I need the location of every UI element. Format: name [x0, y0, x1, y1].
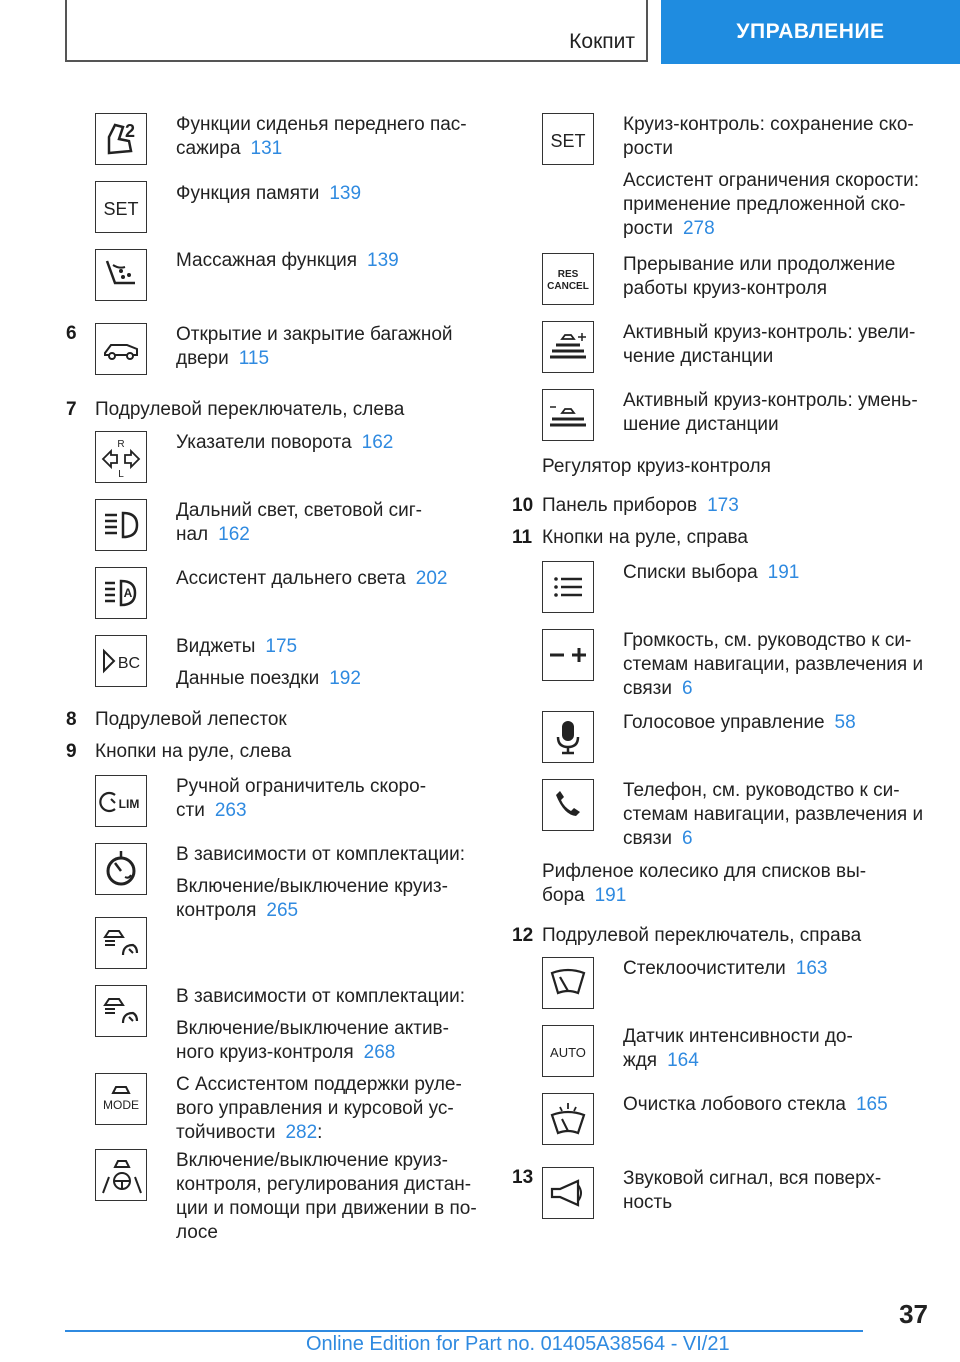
entry-voice	[542, 711, 856, 763]
entry-lists	[542, 561, 799, 613]
entry-wipers	[542, 957, 827, 1009]
entry-label: Активный круиз-контроль: увели-	[623, 322, 916, 343]
entry-label: ность	[623, 1192, 673, 1213]
page-ref-link[interactable]: 268	[363, 1042, 396, 1063]
page-ref-link[interactable]: 202	[415, 568, 448, 589]
entry-memory	[95, 181, 361, 233]
page-ref-link[interactable]: 175	[265, 636, 298, 657]
svg-text:MODE: MODE	[103, 1098, 139, 1112]
high-beam-icon	[95, 499, 147, 551]
phone-icon	[542, 779, 594, 831]
entry-label: ции и помощи при движении в по-	[176, 1198, 477, 1219]
entry-lane-assist	[95, 1149, 477, 1245]
entry-label: Круиз-контроль: сохранение ско-	[623, 114, 914, 135]
entry-label: Данные поездки	[176, 668, 320, 689]
entry-distance-plus	[542, 321, 915, 373]
entry-turn-signals	[95, 431, 393, 483]
entry-label: Функция памяти	[176, 183, 320, 204]
entry-volume	[542, 629, 923, 701]
distance-decrease-icon	[542, 389, 594, 441]
entry-label: Включение/выключение круиз-	[176, 1150, 448, 1171]
entry-high-beam	[95, 499, 422, 551]
svg-text:CANCEL: CANCEL	[547, 281, 589, 292]
page-ref-link[interactable]: 263	[214, 800, 247, 821]
page-number: 37	[899, 1299, 928, 1329]
item-number: 8	[66, 709, 77, 730]
page-ref-link[interactable]: 162	[361, 432, 394, 453]
svg-text:SET: SET	[103, 199, 139, 219]
item-heading: Кнопки на руле, справа	[542, 527, 748, 548]
high-beam-assist-icon	[95, 567, 147, 619]
entry-label: Функции сиденья переднего пас-	[176, 114, 467, 135]
massage-seat-icon	[95, 249, 147, 301]
horn-icon	[542, 1167, 594, 1219]
svg-text:AUTO: AUTO	[550, 1045, 586, 1060]
entry-speed-save	[542, 113, 919, 249]
item-heading: Подрулевой переключатель, справа	[542, 925, 862, 946]
entry-label: нал	[176, 524, 209, 545]
entry-label: Стеклоочистители	[623, 958, 786, 979]
entry-washer	[542, 1093, 888, 1145]
svg-text:BC: BC	[117, 655, 141, 672]
svg-text:RES: RES	[557, 269, 579, 280]
entry-label: В зависимости от комплектации:	[176, 844, 465, 865]
svg-text:SET: SET	[550, 131, 586, 151]
bc-button-icon	[95, 635, 147, 687]
entry-label: Громкость, см. руководство к си-	[623, 630, 912, 651]
entry-label: рости	[623, 218, 673, 239]
page-ref-link[interactable]: 191	[767, 562, 800, 583]
entry-label: двери	[176, 348, 229, 369]
entry-label: Виджеты	[176, 636, 256, 657]
entry-label: Голосовое управление	[623, 712, 825, 733]
item-heading: Подрулевой переключатель, слева	[95, 399, 405, 420]
page-ref-link[interactable]: 6	[682, 678, 693, 699]
entry-res-cancel	[542, 253, 895, 305]
entry-label: стемам навигации, развлечения и	[623, 654, 924, 675]
page-ref-link[interactable]: 139	[367, 250, 399, 271]
distance-increase-icon	[542, 321, 594, 373]
entry-active-cruise	[95, 985, 465, 1073]
entry-label: Панель приборов	[542, 495, 698, 516]
section-title: Кокпит	[569, 30, 635, 53]
entry-distance-minus	[542, 389, 918, 441]
page-ref-link[interactable]: 173	[707, 495, 739, 516]
item-number: 7	[66, 399, 77, 420]
entry-phone	[542, 779, 923, 851]
item-number: 6	[66, 323, 77, 344]
windshield-washer-icon	[542, 1093, 594, 1145]
entry-label: Очистка лобового стекла	[623, 1094, 846, 1115]
entry-label: Массажная функция	[176, 250, 358, 271]
page-ref-link[interactable]: 278	[682, 218, 715, 239]
entry-label: Открытие и закрытие багажной	[176, 324, 453, 345]
entry-mode	[95, 1073, 462, 1145]
svg-text:2: 2	[125, 121, 136, 141]
entry-label: сти	[176, 800, 205, 821]
page-ref-link[interactable]: 162	[218, 524, 250, 545]
entry-label: Включение/выключение круиз-	[176, 876, 448, 897]
microphone-icon	[542, 711, 594, 763]
entry-cruise-toggle	[95, 843, 465, 931]
entry-label: Ассистент ограничения скорости:	[623, 170, 920, 191]
tailgate-car-icon	[95, 323, 147, 375]
page-ref-link[interactable]: 282	[285, 1122, 318, 1143]
entry-widgets	[95, 635, 361, 699]
speed-limiter-icon	[95, 775, 147, 827]
entry-rain-sensor	[542, 1025, 853, 1077]
entry-speed-limiter	[95, 775, 426, 827]
svg-text:LIM: LIM	[118, 797, 140, 811]
entry-label: работы круиз-контроля	[623, 278, 827, 299]
entry-label: Прерывание или продолжение	[623, 254, 896, 275]
page-ref-link[interactable]: 139	[329, 183, 362, 204]
res-cancel-icon	[542, 253, 594, 305]
entry-horn	[542, 1167, 881, 1219]
page-ref-link[interactable]: 192	[329, 668, 361, 689]
page-ref-link[interactable]: 191	[594, 885, 627, 906]
list-icon	[542, 561, 594, 613]
chapter-tab[interactable]: УПРАВЛЕНИЕ	[661, 0, 960, 64]
page-ref-link[interactable]: 165	[855, 1094, 888, 1115]
entry-label: Рифленое колесико для списков вы-	[542, 861, 867, 882]
entry-label: Датчик интенсивности до-	[623, 1026, 853, 1047]
page-ref-link[interactable]: 58	[834, 712, 856, 733]
entry-label: ного круиз-контроля	[176, 1042, 354, 1063]
edition-footer: Online Edition for Part no. 01405A38564 - VI/21	[306, 1333, 730, 1355]
item-number: 9	[66, 741, 77, 762]
entry-passenger-seat	[95, 113, 467, 165]
entry-label: Дальний свет, световой сиг-	[176, 500, 422, 521]
auto-button-icon	[542, 1025, 594, 1077]
entry-label: Ассистент дальнего света	[176, 568, 406, 589]
entry-label: бора	[542, 885, 585, 906]
entry-label: В зависимости от комплектации:	[176, 986, 465, 1007]
page-ref-link[interactable]: 6	[682, 828, 693, 849]
item-number: 12	[512, 925, 534, 946]
svg-text:R: R	[117, 439, 125, 450]
active-cruise-icon	[95, 985, 147, 1037]
item-number: 13	[512, 1167, 534, 1188]
item-heading: Подрулевой лепесток	[95, 709, 287, 730]
turn-signal-icon	[95, 431, 147, 483]
entry-label: Телефон, см. руководство к си-	[623, 780, 900, 801]
entry-label: контроля	[176, 900, 257, 921]
entry-label: применение предложенной ско-	[623, 194, 906, 215]
wiper-icon	[542, 957, 594, 1009]
entry-label: тойчивости	[176, 1122, 276, 1143]
item-heading	[542, 495, 739, 517]
entry-label: вого управления и курсовой ус-	[176, 1098, 454, 1119]
entry-massage	[95, 249, 399, 301]
item-number: 10	[512, 495, 534, 516]
entry-label: С Ассистентом поддержки руле-	[176, 1074, 462, 1095]
item-number: 11	[512, 527, 533, 548]
cruise-distance-icon	[95, 917, 147, 969]
cruise-regulator-label: Регулятор круиз-контроля	[542, 456, 771, 477]
entry-tailgate	[95, 323, 453, 375]
cruise-control-icon	[95, 843, 147, 895]
entry-high-beam-assist	[95, 567, 447, 619]
page-ref-link[interactable]: 265	[266, 900, 299, 921]
thumbwheel-label	[542, 860, 866, 908]
header-frame	[65, 0, 648, 62]
svg-text:A: A	[123, 586, 133, 600]
entry-label: Активный круиз-контроль: умень-	[623, 390, 918, 411]
entry-label: Списки выбора	[623, 562, 758, 583]
entry-label: лосе	[176, 1222, 218, 1243]
entry-label: Звуковой сигнал, вся поверх-	[623, 1168, 882, 1189]
entry-label: Указатели поворота	[176, 432, 352, 453]
entry-label: :	[317, 1122, 323, 1143]
page-ref-link[interactable]: 163	[795, 958, 828, 979]
footer-divider	[65, 1330, 863, 1332]
svg-text:L: L	[118, 469, 124, 479]
entry-label: ждя	[623, 1050, 658, 1071]
entry-label: Включение/выключение актив-	[176, 1018, 449, 1039]
entry-label: стемам навигации, развлечения и	[623, 804, 924, 825]
mode-button-icon	[95, 1073, 147, 1125]
entry-label: связи	[623, 678, 672, 699]
volume-plus-minus-icon	[542, 629, 594, 681]
page-ref-link[interactable]: 115	[238, 348, 270, 369]
set-button-icon	[542, 113, 594, 165]
item-heading: Кнопки на руле, слева	[95, 741, 292, 762]
page-ref-link[interactable]: 131	[250, 138, 283, 159]
entry-label: контроля, регулирования дистан-	[176, 1174, 472, 1195]
entry-label: рости	[623, 138, 673, 159]
seat-2-icon	[95, 113, 147, 165]
set-button-icon	[95, 181, 147, 233]
entry-label: шение дистанции	[623, 414, 779, 435]
entry-label: сажира	[176, 138, 241, 159]
entry-label: чение дистанции	[623, 346, 774, 367]
steering-assist-icon	[95, 1149, 147, 1201]
entry-cruise-distance	[95, 917, 147, 969]
entry-label: связи	[623, 828, 672, 849]
page-ref-link[interactable]: 164	[667, 1050, 699, 1071]
entry-label: Ручной ограничитель скоро-	[176, 776, 427, 797]
